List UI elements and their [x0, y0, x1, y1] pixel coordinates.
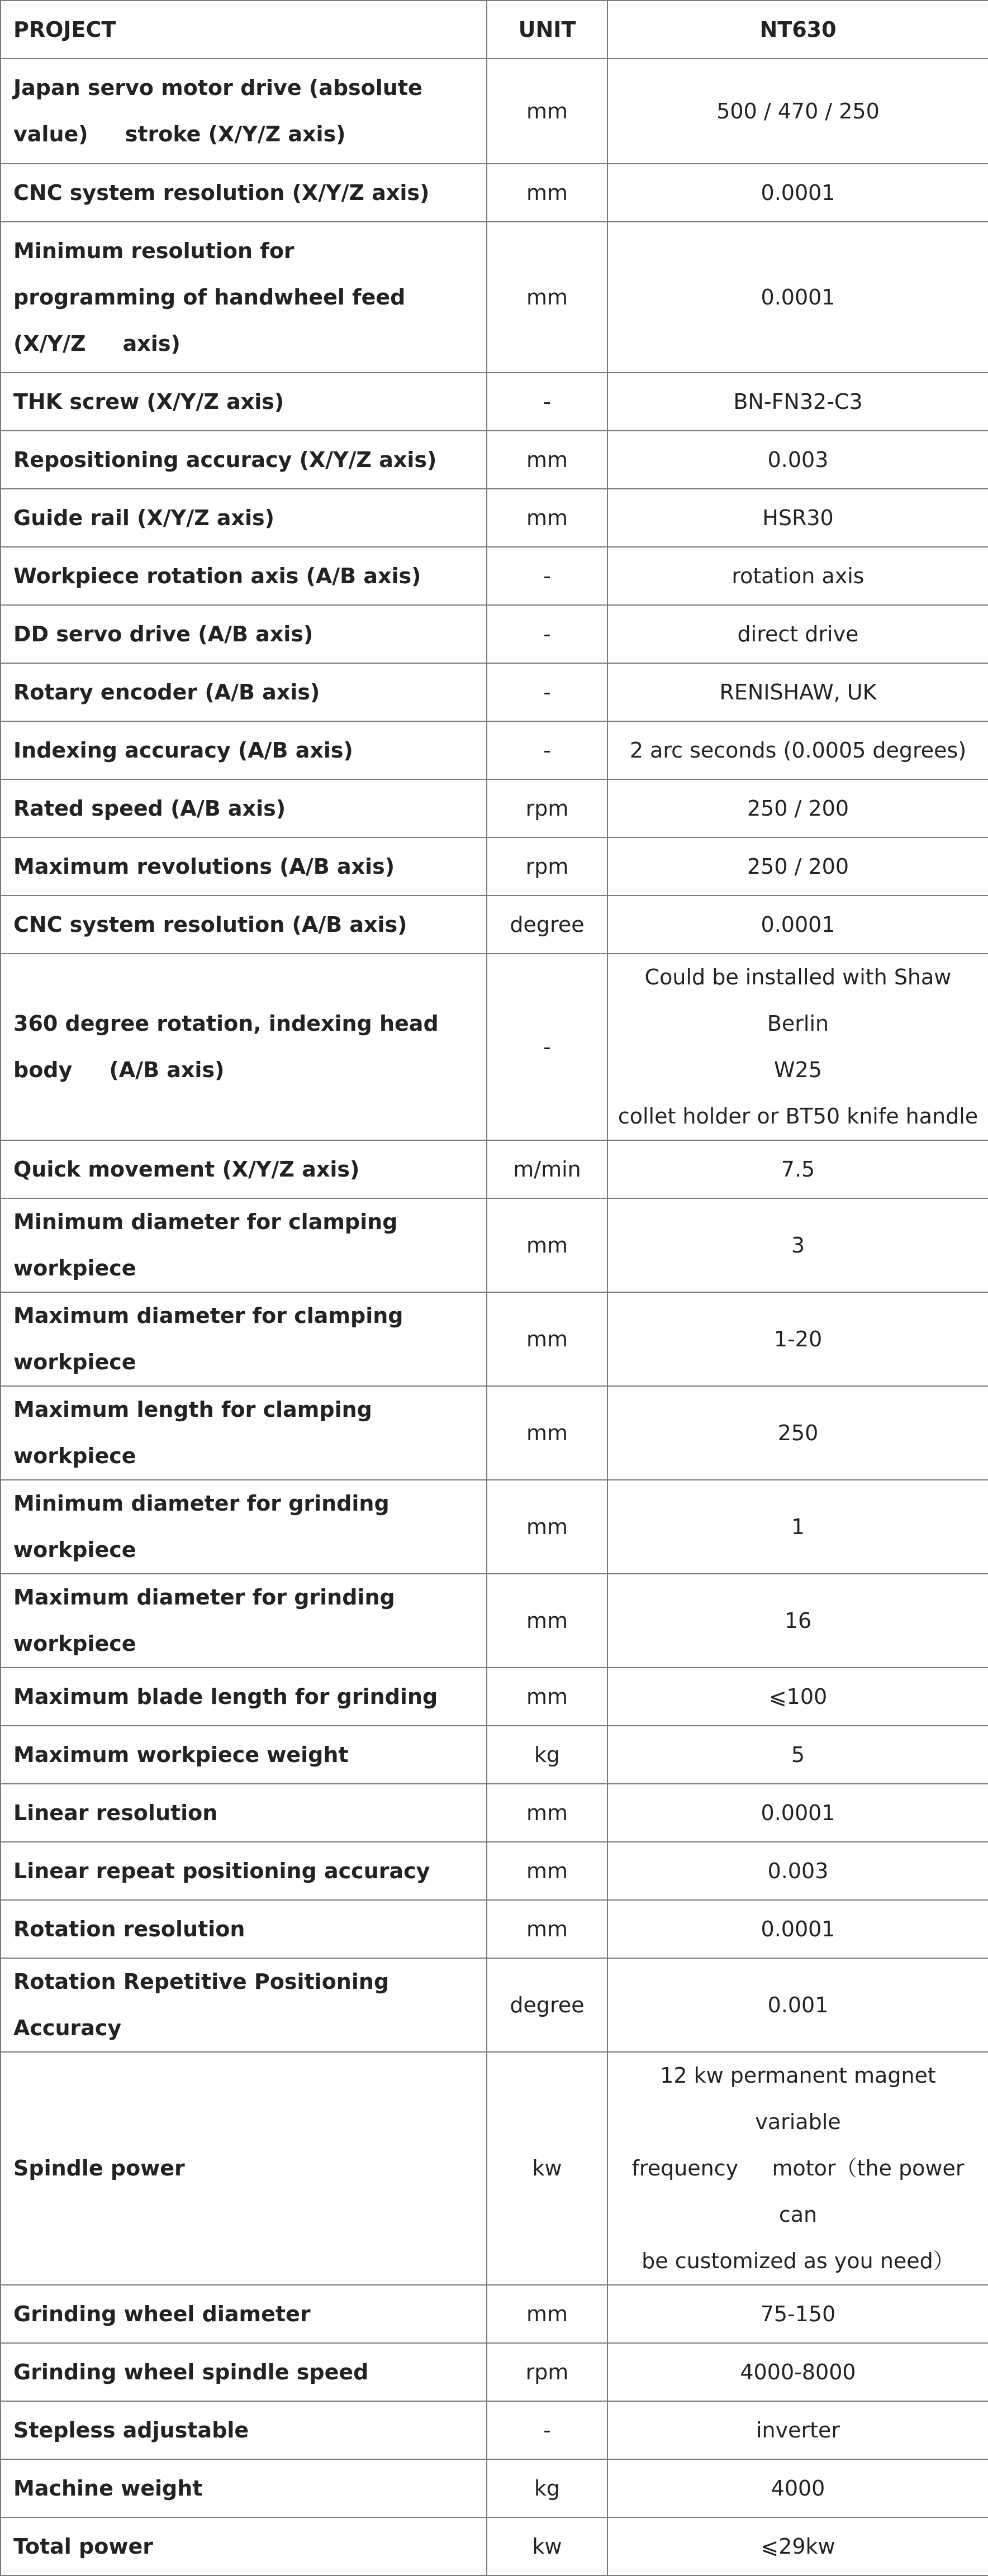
- table-row: [1, 489, 988, 547]
- value-cell: 12 kw permanent magnet variable frequency motor（the power can be customized as you need）: [607, 2052, 988, 2285]
- unit-cell: -: [487, 373, 607, 431]
- project-cell: Maximum blade length for grinding: [1, 1668, 487, 1726]
- table-row: [1, 1386, 988, 1480]
- header-project: PROJECT: [1, 1, 487, 59]
- project-cell: Guide rail (X/Y/Z axis): [1, 489, 487, 547]
- value-cell: 250 / 200: [607, 779, 988, 837]
- value-cell: 0.0001: [607, 164, 988, 222]
- table-row: [1, 1140, 988, 1198]
- value-cell: 16: [607, 1574, 988, 1668]
- value-cell: HSR30: [607, 489, 988, 547]
- project-cell: Machine weight: [1, 2459, 487, 2517]
- table-row: [1, 2052, 988, 2285]
- unit-cell: mm: [487, 1668, 607, 1726]
- table-row: [1, 1842, 988, 1900]
- table-row: [1, 779, 988, 837]
- table-row: [1, 1900, 988, 1958]
- unit-cell: mm: [487, 1574, 607, 1668]
- project-cell: Minimum resolution for programming of handwheel feed (X/Y/Z axis): [1, 222, 487, 373]
- project-cell: Maximum diameter for clamping workpiece: [1, 1292, 487, 1386]
- table-row: [1, 373, 988, 431]
- unit-cell: degree: [487, 1958, 607, 2052]
- project-cell: Indexing accuracy (A/B axis): [1, 721, 487, 779]
- project-cell: Spindle power: [1, 2052, 487, 2285]
- unit-cell: -: [487, 721, 607, 779]
- project-cell: THK screw (X/Y/Z axis): [1, 373, 487, 431]
- project-cell: Maximum revolutions (A/B axis): [1, 837, 487, 896]
- project-cell: Repositioning accuracy (X/Y/Z axis): [1, 431, 487, 489]
- table-row: [1, 1574, 988, 1668]
- unit-cell: mm: [487, 1198, 607, 1292]
- project-cell: Maximum length for clamping workpiece: [1, 1386, 487, 1480]
- value-cell: Could be installed with Shaw Berlin W25 collet holder or BT50 knife handle: [607, 954, 988, 1140]
- table-row: [1, 2459, 988, 2517]
- unit-cell: -: [487, 547, 607, 605]
- value-cell: 2 arc seconds (0.0005 degrees): [607, 721, 988, 779]
- unit-cell: degree: [487, 896, 607, 954]
- project-cell: Maximum diameter for grinding workpiece: [1, 1574, 487, 1668]
- value-cell: 0.001: [607, 1958, 988, 2052]
- value-cell: direct drive: [607, 605, 988, 663]
- project-cell: Rotary encoder (A/B axis): [1, 663, 487, 721]
- project-cell: Total power: [1, 2517, 487, 2575]
- value-cell: 1-20: [607, 1292, 988, 1386]
- project-cell: Japan servo motor drive (absolute value) stroke (X/Y/Z axis): [1, 59, 487, 164]
- value-cell: 0.003: [607, 1842, 988, 1900]
- header-row: [1, 1, 988, 59]
- unit-cell: mm: [487, 1842, 607, 1900]
- table-row: [1, 2285, 988, 2343]
- table-row: [1, 1784, 988, 1842]
- unit-cell: mm: [487, 431, 607, 489]
- table-row: [1, 59, 988, 164]
- project-cell: Linear resolution: [1, 1784, 487, 1842]
- table-row: [1, 1668, 988, 1726]
- table-row: [1, 222, 988, 373]
- table-row: [1, 721, 988, 779]
- unit-cell: kg: [487, 1726, 607, 1784]
- table-row: [1, 2401, 988, 2459]
- value-cell: 250: [607, 1386, 988, 1480]
- unit-cell: mm: [487, 489, 607, 547]
- table-row: [1, 605, 988, 663]
- value-cell: 0.003: [607, 431, 988, 489]
- project-cell: 360 degree rotation, indexing head body (A/B axis): [1, 954, 487, 1140]
- project-cell: Minimum diameter for clamping workpiece: [1, 1198, 487, 1292]
- value-cell: 0.0001: [607, 222, 988, 373]
- value-cell: 7.5: [607, 1140, 988, 1198]
- project-cell: Workpiece rotation axis (A/B axis): [1, 547, 487, 605]
- table-row: [1, 1292, 988, 1386]
- table-row: [1, 837, 988, 896]
- value-cell: 0.0001: [607, 1784, 988, 1842]
- unit-cell: mm: [487, 1292, 607, 1386]
- unit-cell: mm: [487, 1784, 607, 1842]
- value-cell: 4000: [607, 2459, 988, 2517]
- unit-cell: mm: [487, 222, 607, 373]
- project-cell: DD servo drive (A/B axis): [1, 605, 487, 663]
- value-cell: 500 / 470 / 250: [607, 59, 988, 164]
- table-row: [1, 2343, 988, 2401]
- project-cell: CNC system resolution (X/Y/Z axis): [1, 164, 487, 222]
- value-cell: 75-150: [607, 2285, 988, 2343]
- table-row: [1, 1198, 988, 1292]
- value-cell: 250 / 200: [607, 837, 988, 896]
- project-cell: Linear repeat positioning accuracy: [1, 1842, 487, 1900]
- table-row: [1, 954, 988, 1140]
- unit-cell: mm: [487, 2285, 607, 2343]
- unit-cell: m/min: [487, 1140, 607, 1198]
- header-model: NT630: [607, 1, 988, 59]
- table-row: [1, 663, 988, 721]
- table-row: [1, 164, 988, 222]
- value-cell: 4000-8000: [607, 2343, 988, 2401]
- table-row: [1, 1480, 988, 1574]
- table-row: [1, 431, 988, 489]
- table-row: [1, 896, 988, 954]
- value-cell: inverter: [607, 2401, 988, 2459]
- value-cell: 5: [607, 1726, 988, 1784]
- table-row: [1, 2517, 988, 2575]
- unit-cell: mm: [487, 59, 607, 164]
- value-cell: 3: [607, 1198, 988, 1292]
- project-cell: CNC system resolution (A/B axis): [1, 896, 487, 954]
- project-cell: Maximum workpiece weight: [1, 1726, 487, 1784]
- unit-cell: kw: [487, 2052, 607, 2285]
- unit-cell: mm: [487, 1386, 607, 1480]
- value-cell: ⩽29kw: [607, 2517, 988, 2575]
- project-cell: Rotation Repetitive Positioning Accuracy: [1, 1958, 487, 2052]
- project-cell: Quick movement (X/Y/Z axis): [1, 1140, 487, 1198]
- value-cell: ⩽100: [607, 1668, 988, 1726]
- unit-cell: kw: [487, 2517, 607, 2575]
- project-cell: Grinding wheel diameter: [1, 2285, 487, 2343]
- unit-cell: -: [487, 954, 607, 1140]
- value-cell: 0.0001: [607, 896, 988, 954]
- table-row: [1, 1726, 988, 1784]
- unit-cell: -: [487, 2401, 607, 2459]
- unit-cell: mm: [487, 164, 607, 222]
- header-unit: UNIT: [487, 1, 607, 59]
- table-row: [1, 547, 988, 605]
- unit-cell: mm: [487, 1480, 607, 1574]
- unit-cell: -: [487, 605, 607, 663]
- unit-cell: rpm: [487, 2343, 607, 2401]
- unit-cell: rpm: [487, 779, 607, 837]
- project-cell: Stepless adjustable: [1, 2401, 487, 2459]
- value-cell: 1: [607, 1480, 988, 1574]
- table-row: [1, 1958, 988, 2052]
- value-cell: rotation axis: [607, 547, 988, 605]
- unit-cell: mm: [487, 1900, 607, 1958]
- unit-cell: kg: [487, 2459, 607, 2517]
- project-cell: Grinding wheel spindle speed: [1, 2343, 487, 2401]
- value-cell: 0.0001: [607, 1900, 988, 1958]
- project-cell: Minimum diameter for grinding workpiece: [1, 1480, 487, 1574]
- unit-cell: -: [487, 663, 607, 721]
- unit-cell: rpm: [487, 837, 607, 896]
- project-cell: Rated speed (A/B axis): [1, 779, 487, 837]
- value-cell: RENISHAW, UK: [607, 663, 988, 721]
- value-cell: BN-FN32-C3: [607, 373, 988, 431]
- project-cell: Rotation resolution: [1, 1900, 487, 1958]
